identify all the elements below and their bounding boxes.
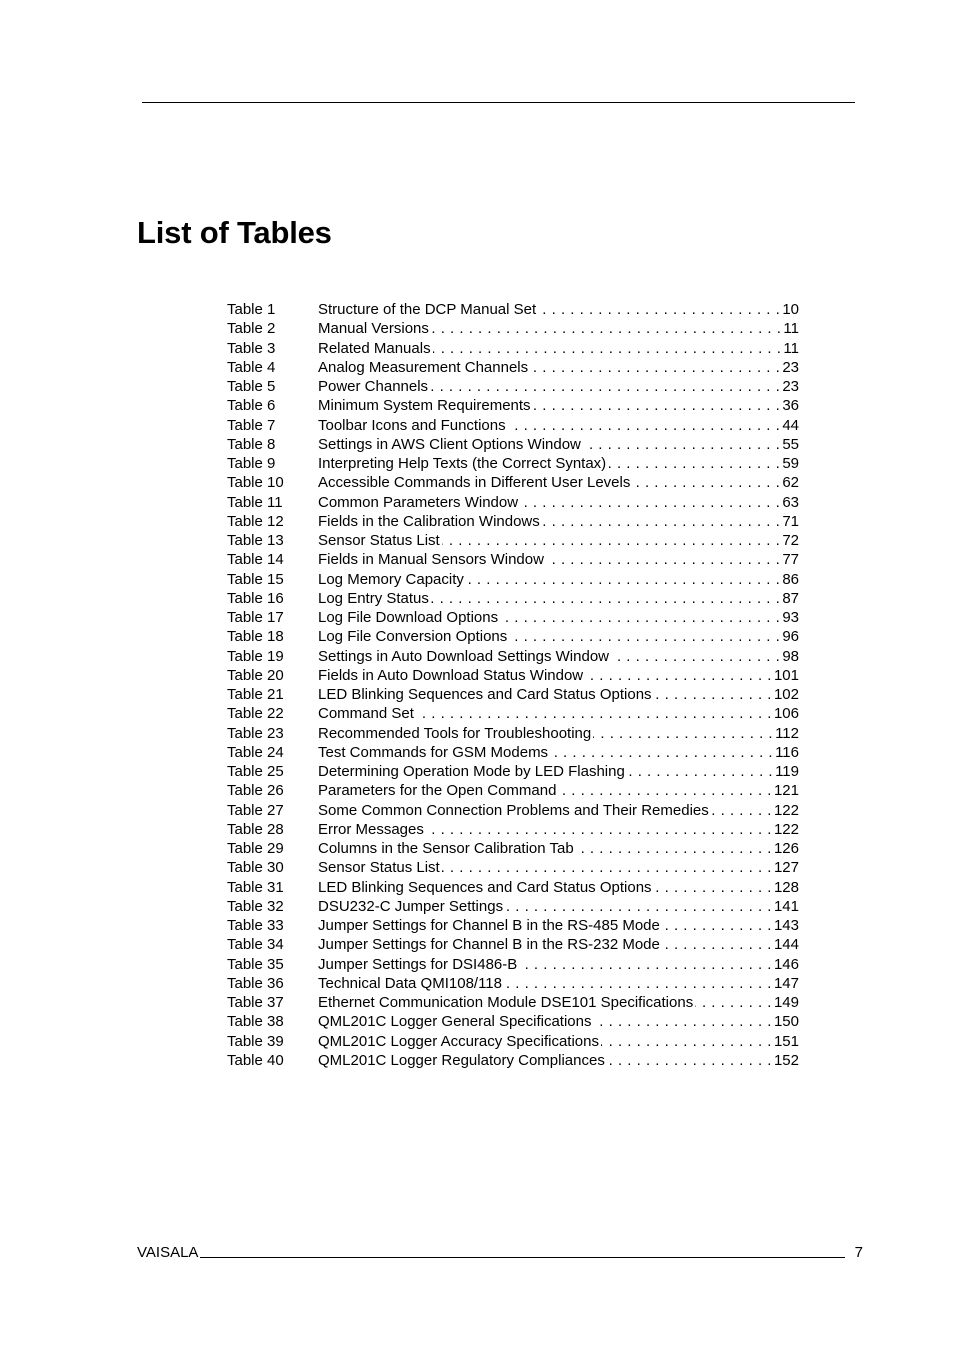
footer-rule (200, 1243, 844, 1258)
toc-entry-number: Table 27 (227, 801, 284, 819)
toc-entry[interactable] (227, 396, 799, 415)
toc-entry-page: 96 (782, 628, 799, 646)
toc-entry-number: Table 12 (227, 512, 284, 530)
toc-entry-page: 149 (773, 994, 799, 1011)
toc-entry-page: 102 (773, 686, 799, 703)
toc-entry-page: 11 (783, 339, 799, 357)
toc-dot-leader (585, 666, 772, 685)
toc-entry-title: Determining Operation Mode by LED Flashing (318, 763, 625, 780)
toc-entry-title: Sensor Status List (318, 532, 440, 549)
toc-dot-leader (607, 1051, 772, 1070)
toc-entry-number: Table 6 (227, 397, 276, 415)
toc-entry-number: Table 14 (227, 551, 284, 569)
toc-entry-number: Table 26 (227, 782, 284, 800)
toc-entry[interactable] (227, 531, 799, 550)
toc-entry-number: Table 1 (227, 301, 276, 318)
toc-entry-page: 147 (773, 974, 799, 992)
toc-entry-number: Table 40 (227, 1051, 284, 1069)
toc-entry-number: Table 34 (227, 936, 284, 954)
toc-entry-number: Table 17 (227, 609, 284, 626)
toc-dot-leader (662, 916, 772, 935)
toc-dot-leader (550, 743, 773, 762)
toc-entry-title: Jumper Settings for Channel B in the RS-485 Mode (318, 917, 660, 934)
toc-entry[interactable] (227, 666, 799, 685)
toc-entry[interactable] (227, 300, 799, 319)
toc-dot-leader (542, 512, 781, 531)
toc-entry-page: 77 (782, 551, 799, 569)
toc-entry-page: 55 (782, 435, 799, 453)
toc-entry-title: Accessible Commands in Different User Levels (318, 474, 631, 492)
toc-entry-page: 126 (773, 840, 799, 857)
toc-entry-title: Fields in Manual Sensors Window (318, 551, 544, 569)
toc-dot-leader (627, 762, 773, 781)
toc-entry-page: 101 (773, 666, 799, 684)
toc-entry-title: Analog Measurement Channels (318, 358, 529, 376)
toc-entry[interactable] (227, 858, 799, 877)
toc-entry-page: 36 (782, 397, 799, 415)
toc-entry-number: Table 24 (227, 743, 284, 761)
toc-dot-leader (546, 550, 780, 569)
toc-dot-leader (500, 608, 780, 627)
toc-entry-title: Fields in the Calibration Windows (318, 512, 540, 530)
toc-entry-number: Table 13 (227, 532, 284, 549)
toc-entry-page: 122 (773, 801, 799, 819)
toc-entry-title: Minimum System Requirements (318, 397, 531, 415)
toc-entry-page: 44 (782, 416, 799, 434)
toc-entry-number: Table 33 (227, 917, 284, 934)
toc-dot-leader (530, 358, 780, 377)
toc-entry[interactable] (227, 762, 799, 781)
toc-entry-title: QML201C Logger General Specifications (318, 1013, 592, 1031)
toc-dot-leader (519, 955, 772, 974)
toc-entry-title: Structure of the DCP Manual Set (318, 301, 537, 318)
toc-dot-leader (430, 377, 780, 396)
toc-entry-page: 63 (782, 493, 799, 511)
toc-entry-number: Table 21 (227, 686, 284, 703)
toc-dot-leader (654, 685, 772, 704)
toc-entry[interactable] (227, 1012, 799, 1031)
toc-entry-number: Table 20 (227, 666, 284, 684)
toc-entry-title: Common Parameters Window (318, 493, 519, 511)
toc-entry-title: Log Entry Status (318, 589, 429, 607)
toc-entry-title: Power Channels (318, 378, 429, 395)
toc-entry-page: 10 (782, 301, 799, 318)
toc-entry[interactable] (227, 377, 799, 396)
toc-dot-leader (608, 454, 780, 473)
toc-entry-number: Table 3 (227, 339, 276, 357)
toc-entry-page: 62 (782, 474, 799, 492)
toc-entry-title: Settings in AWS Client Options Window (318, 435, 581, 453)
toc-entry-number: Table 28 (227, 820, 284, 838)
toc-entry-page: 59 (782, 455, 799, 472)
toc-entry[interactable] (227, 416, 799, 435)
toc-entry-title: Ethernet Communication Module DSE101 Specifications (318, 994, 694, 1011)
toc-dot-leader (594, 1012, 772, 1031)
toc-entry-page: 106 (773, 705, 799, 723)
toc-entry-page: 143 (773, 917, 799, 934)
toc-dot-leader (505, 897, 772, 916)
toc-dot-leader (433, 339, 782, 358)
toc-entry[interactable] (227, 358, 799, 377)
toc-entry-number: Table 30 (227, 859, 284, 877)
toc-dot-leader (508, 416, 781, 435)
toc-entry-page: 11 (783, 320, 799, 338)
toc-entry-page: 141 (773, 897, 799, 915)
toc-entry[interactable] (227, 820, 799, 839)
toc-entry-title: Related Manuals (318, 339, 431, 357)
toc-entry-number: Table 8 (227, 435, 276, 453)
toc-entry-page: 128 (773, 878, 799, 896)
toc-entry-title: Error Messages (318, 820, 424, 838)
toc-dot-leader (509, 627, 780, 646)
toc-dot-leader (504, 974, 772, 993)
toc-entry-page: 23 (782, 378, 799, 395)
toc-dot-leader (583, 435, 780, 454)
toc-entry-title: Toolbar Icons and Functions (318, 416, 506, 434)
toc-entry-number: Table 5 (227, 378, 276, 395)
toc-entry-number: Table 9 (227, 455, 276, 472)
toc-entry-number: Table 2 (227, 320, 276, 338)
toc-entry-title: Jumper Settings for Channel B in the RS-232 Mode (318, 936, 660, 954)
toc-dot-leader (466, 570, 780, 589)
toc-entry-page: 151 (773, 1032, 799, 1050)
toc-entry-title: LED Blinking Sequences and Card Status Options (318, 686, 652, 703)
toc-entry-title: QML201C Logger Regulatory Compliances (318, 1051, 605, 1069)
toc-entry[interactable] (227, 589, 799, 608)
toc-entry-page: 116 (775, 743, 799, 761)
toc-dot-leader (593, 724, 773, 743)
toc-entry-number: Table 36 (227, 974, 284, 992)
toc-entry-number: Table 15 (227, 570, 284, 588)
toc-entry[interactable] (227, 608, 799, 627)
toc-entry-number: Table 39 (227, 1032, 284, 1050)
toc-dot-leader (632, 473, 780, 492)
toc-entry[interactable] (227, 724, 799, 743)
toc-entry-page: 119 (775, 763, 799, 780)
toc-entry-title: Log File Conversion Options (318, 628, 508, 646)
toc-entry-page: 23 (782, 358, 799, 376)
toc-dot-leader (431, 589, 780, 608)
toc-entry-page: 86 (782, 570, 799, 588)
page-number: 7 (854, 1244, 863, 1261)
toc-dot-leader (416, 704, 772, 723)
toc-entry-number: Table 22 (227, 705, 284, 723)
toc-dot-leader (426, 820, 772, 839)
header-rule (142, 102, 855, 103)
toc-entry[interactable] (227, 685, 799, 704)
toc-entry-title: Manual Versions (318, 320, 429, 338)
toc-entry-title: DSU232-C Jumper Settings (318, 897, 504, 915)
toc-entry-title: Sensor Status List (318, 859, 440, 877)
toc-entry-page: 93 (782, 609, 799, 626)
toc-entry[interactable] (227, 647, 799, 666)
toc-entry[interactable] (227, 878, 799, 897)
toc-entry-page: 150 (773, 1013, 799, 1031)
toc-entry-page: 144 (773, 936, 799, 954)
toc-dot-leader (431, 319, 782, 338)
toc-dot-leader (576, 839, 772, 858)
toc-entry[interactable] (227, 454, 799, 473)
toc-entry-page: 146 (773, 955, 799, 973)
toc-entry[interactable] (227, 801, 799, 820)
toc-entry-title: Columns in the Sensor Calibration Tab (318, 840, 574, 857)
toc-entry-title: Settings in Auto Download Settings Window (318, 647, 609, 665)
toc-dot-leader (662, 935, 772, 954)
toc-entry[interactable] (227, 839, 799, 858)
toc-entry-number: Table 16 (227, 589, 284, 607)
toc-entry[interactable] (227, 1032, 799, 1051)
toc-entry-number: Table 7 (227, 416, 276, 434)
toc-dot-leader (538, 300, 780, 319)
toc-dot-leader (520, 493, 780, 512)
toc-entry-number: Table 29 (227, 840, 284, 857)
page-title: List of Tables (137, 215, 332, 250)
toc-entry-number: Table 11 (227, 493, 283, 511)
toc-entry-number: Table 37 (227, 994, 284, 1011)
toc-entry-number: Table 23 (227, 724, 284, 742)
footer-brand: VAISALA (137, 1244, 199, 1261)
toc-entry-number: Table 31 (227, 878, 284, 896)
toc-entry-title: Interpreting Help Texts (the Correct Syntax) (318, 455, 607, 472)
toc-entry-page: 71 (782, 512, 799, 530)
toc-entry[interactable] (227, 570, 799, 589)
toc-dot-leader (558, 781, 772, 800)
toc-entry[interactable] (227, 993, 799, 1012)
toc-entry[interactable] (227, 704, 799, 723)
toc-entry-page: 87 (782, 589, 799, 607)
toc-entry-title: Command Set (318, 705, 414, 723)
toc-entry-page: 98 (782, 647, 799, 665)
toc-entry[interactable] (227, 974, 799, 993)
toc-entry[interactable] (227, 916, 799, 935)
toc-entry-title: Parameters for the Open Command (318, 782, 557, 800)
toc-entry[interactable] (227, 550, 799, 569)
toc-dot-leader (611, 647, 780, 666)
toc-entry-page: 72 (782, 532, 799, 549)
toc-entry-title: LED Blinking Sequences and Card Status Options (318, 878, 652, 896)
toc-entry-title: Log Memory Capacity (318, 570, 464, 588)
toc-entry-number: Table 32 (227, 897, 284, 915)
list-of-tables (227, 300, 799, 1070)
toc-entry-number: Table 10 (227, 474, 284, 492)
toc-entry-title: Fields in Auto Download Status Window (318, 666, 584, 684)
toc-entry-title: Technical Data QMI108/118 (318, 974, 502, 992)
toc-entry-number: Table 25 (227, 763, 284, 780)
toc-entry-title: Log File Download Options (318, 609, 499, 626)
toc-entry[interactable] (227, 339, 799, 358)
toc-entry-number: Table 4 (227, 358, 276, 376)
toc-entry[interactable] (227, 319, 799, 338)
toc-entry-page: 112 (775, 724, 799, 742)
toc-entry[interactable] (227, 493, 799, 512)
toc-entry-number: Table 38 (227, 1013, 284, 1031)
toc-dot-leader (533, 396, 781, 415)
toc-entry-number: Table 19 (227, 647, 284, 665)
toc-entry-title: Jumper Settings for DSI486-B (318, 955, 518, 973)
toc-dot-leader (442, 858, 772, 877)
toc-dot-leader (695, 993, 772, 1012)
toc-entry[interactable] (227, 473, 799, 492)
page-footer (137, 1243, 863, 1261)
toc-dot-leader (601, 1032, 772, 1051)
toc-entry-page: 121 (773, 782, 799, 800)
toc-entry[interactable] (227, 935, 799, 954)
toc-entry[interactable] (227, 512, 799, 531)
toc-entry-title: Recommended Tools for Troubleshooting (318, 724, 592, 742)
toc-entry-page: 127 (773, 859, 799, 877)
toc-dot-leader (711, 801, 772, 820)
toc-entry-number: Table 18 (227, 628, 284, 646)
toc-entry-title: QML201C Logger Accuracy Specifications (318, 1032, 599, 1050)
toc-entry[interactable] (227, 743, 799, 762)
toc-dot-leader (654, 878, 772, 897)
toc-dot-leader (442, 531, 781, 550)
toc-entry-number: Table 35 (227, 955, 284, 973)
toc-entry[interactable] (227, 781, 799, 800)
toc-entry[interactable] (227, 1051, 799, 1070)
toc-entry[interactable] (227, 897, 799, 916)
toc-entry[interactable] (227, 955, 799, 974)
toc-entry[interactable] (227, 435, 799, 454)
toc-entry-page: 152 (773, 1051, 799, 1069)
toc-entry-page: 122 (773, 820, 799, 838)
toc-entry-title: Test Commands for GSM Modems (318, 743, 549, 761)
toc-entry-title: Some Common Connection Problems and Their Remedies (318, 801, 709, 819)
toc-entry[interactable] (227, 627, 799, 646)
